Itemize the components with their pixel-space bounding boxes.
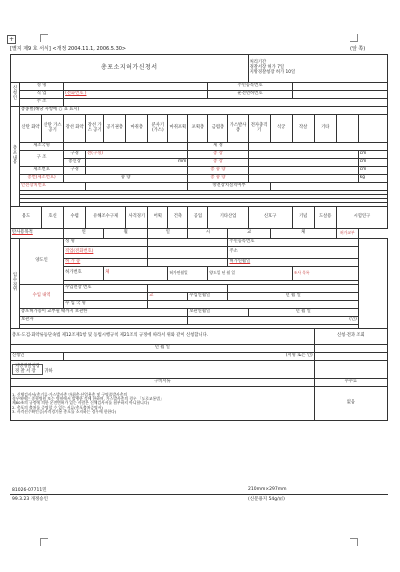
form-title: 총포소지허가신청서 bbox=[11, 55, 249, 83]
gun-type-10[interactable]: 가스발사총 bbox=[228, 115, 248, 143]
length-label: 총신장 bbox=[64, 159, 86, 167]
country-field[interactable] bbox=[148, 301, 359, 309]
footer-code: 81026-07711민 bbox=[12, 488, 47, 493]
recipient-station: 경 찰 서 장 bbox=[15, 368, 36, 374]
statement-text: 총포·도검·화약류등단속법 제12조제1항 및 동법시행규칙 제21조의 규정에 따라서 위와 같이 신청합니다. bbox=[11, 329, 315, 345]
model-label: 제조국명 bbox=[20, 143, 64, 151]
transferor-name-field[interactable] bbox=[148, 239, 228, 247]
sale-date-value: 년 월 일 bbox=[228, 293, 358, 301]
recipient-provincial: 지방경찰청장 bbox=[15, 363, 40, 369]
transferor-job-field[interactable] bbox=[148, 247, 228, 259]
total-weight-label: 총 중 량 bbox=[188, 175, 248, 183]
gun-type-12[interactable]: 석궁 bbox=[270, 115, 292, 143]
purpose-3[interactable]: 사격경기 bbox=[126, 207, 148, 229]
gun-type-11[interactable]: 전자충격기 bbox=[248, 115, 270, 143]
keeper-label: 보관자 bbox=[20, 317, 188, 325]
statement-side: 신청·전과 조회 bbox=[314, 329, 387, 345]
applicant-section-label: 신청인 bbox=[11, 83, 20, 107]
country-code: 교 bbox=[148, 293, 188, 301]
purpose-7[interactable]: 기타산업 bbox=[208, 207, 248, 229]
docs-item-1b: 경우에에는 종합병원 또는 병원에서 발행한 것에 한하며, 가스발사총의 경우 「도로교통법」 bbox=[12, 395, 164, 401]
table-move-handle-icon[interactable]: + bbox=[8, 36, 15, 43]
barrel-unit: cm bbox=[358, 151, 387, 159]
country-blank bbox=[64, 293, 148, 301]
corner-mark-bottom-right bbox=[350, 538, 358, 546]
length-unit: mm bbox=[86, 159, 188, 167]
gun-type-9[interactable]: 금렵총 bbox=[208, 115, 228, 143]
rrn-field[interactable] bbox=[292, 83, 387, 91]
transfer-section-label: 입수경위 bbox=[11, 239, 20, 329]
purpose-8[interactable]: 신호구 bbox=[248, 207, 292, 229]
purpose-label: 용도 bbox=[11, 207, 42, 229]
caliber-label: 구경 bbox=[64, 151, 86, 159]
license-field[interactable] bbox=[292, 91, 387, 99]
license-num-mark: 체 bbox=[104, 267, 168, 281]
safety-label: 안전장치번호 bbox=[20, 183, 86, 191]
form-number: [별지 제9 호 서식] <개정 2004.11.1, 2006.5.30> bbox=[10, 46, 127, 52]
storage-place-label: 총포허가증이 교부될 때까지 보관한 bbox=[20, 309, 188, 317]
statement-side-blank-2 bbox=[314, 353, 387, 361]
gun-type-5[interactable]: 마취총 bbox=[126, 115, 148, 143]
address-field[interactable] bbox=[64, 99, 388, 107]
gun-kind-label: 총종별(해당 사항에 ○ 표 표시) bbox=[20, 107, 388, 115]
corner-mark-top-right bbox=[350, 34, 358, 42]
purpose-9[interactable]: 기념 bbox=[292, 207, 314, 229]
weight2-label: 중 량 bbox=[64, 175, 188, 183]
purpose-0[interactable]: 호신 bbox=[42, 207, 64, 229]
model-field[interactable] bbox=[64, 143, 188, 151]
name-field[interactable] bbox=[64, 83, 208, 91]
docs-item-3: 3. 사격선수확인증(사격경기용 총포를 소지하는 경우에 한한다) bbox=[12, 409, 117, 415]
total-length-field[interactable] bbox=[248, 159, 358, 167]
docs-label: 구비서류 bbox=[11, 379, 315, 387]
recipient-suffix: 귀하 bbox=[44, 368, 53, 374]
name-label: 성 명 bbox=[20, 83, 64, 91]
address-label: 주 소 bbox=[20, 99, 64, 107]
storage-date-label: 보관연월일 bbox=[188, 309, 248, 317]
transferor-lic-label: 허 가 증 bbox=[64, 259, 148, 267]
license-num-label: 허가번호 bbox=[64, 267, 104, 281]
history-col-day: 일 bbox=[148, 229, 188, 239]
sale-no-field[interactable] bbox=[148, 285, 228, 293]
processing-police-station: 경찰서장 허가 7일 bbox=[249, 65, 285, 71]
gun-section-label: 총포내용 bbox=[11, 107, 20, 207]
body-label: 총번(제조번호) bbox=[20, 175, 64, 183]
purpose-5[interactable]: 건축 bbox=[168, 207, 188, 229]
purpose-4[interactable]: 어획 bbox=[148, 207, 168, 229]
transfer-date-value: 년 월 일 bbox=[221, 270, 236, 276]
processing-period bbox=[248, 55, 387, 83]
processing-label: 처리기간 bbox=[249, 60, 267, 66]
transfer-date bbox=[208, 267, 292, 281]
sale-no-field-2[interactable] bbox=[228, 285, 358, 293]
history-col-month: 월 bbox=[104, 229, 148, 239]
transferor-rrn-label: 주민등록번호 bbox=[228, 239, 358, 247]
gun-type-8[interactable]: 포획총 bbox=[188, 115, 208, 143]
history-label: 탄사용목적 bbox=[11, 229, 64, 239]
barrel-field[interactable] bbox=[248, 151, 358, 159]
perm-issue-label: 허가교부 bbox=[336, 229, 358, 239]
docs-list bbox=[11, 387, 315, 421]
statement-side-blank bbox=[314, 345, 387, 353]
statement-sign[interactable]: (서명 또는 인) bbox=[64, 353, 315, 361]
purpose-11[interactable]: 시험연구 bbox=[336, 207, 387, 229]
gun-type-2[interactable]: 강선 화약 bbox=[64, 115, 86, 143]
docs-item-2: 2. 총포의 출처를 증명할 수 있는 서류(총포출처증명서) bbox=[12, 404, 103, 410]
dist-label: 방전장치설치여부 bbox=[188, 183, 270, 191]
transferor-job-label: 직업(전화번호) bbox=[64, 247, 148, 259]
safety-field[interactable] bbox=[86, 183, 188, 191]
side-blank bbox=[358, 239, 387, 329]
docs-item-1c: 제80조의 규정에 의한 운전면허가 있는 사람은 신체검사서를 첨부하지 아니합니다) bbox=[12, 400, 150, 406]
sale-date-label: 수입연월일 bbox=[188, 293, 228, 301]
weight-field[interactable] bbox=[248, 167, 358, 175]
weight-label: 총 중 량 bbox=[188, 167, 248, 175]
total-length-unit: cm bbox=[358, 159, 387, 167]
gun-type-4[interactable]: 공기권총 bbox=[104, 115, 126, 143]
gun-type-13[interactable]: 작살 bbox=[292, 115, 314, 143]
transferor-lic-field[interactable] bbox=[148, 259, 228, 267]
footer-line bbox=[10, 494, 388, 495]
statement-side-blank-3 bbox=[314, 361, 387, 379]
history-col-change: 체 bbox=[270, 229, 336, 239]
transferor-addr-label: 주소 bbox=[228, 247, 358, 259]
gun-type-blank-2[interactable] bbox=[358, 115, 387, 143]
gun-type-7[interactable]: 마취포획 bbox=[168, 115, 188, 143]
gun-type-6[interactable]: 분사기(가스) bbox=[148, 115, 168, 143]
transfer-date-label: 양도일 bbox=[209, 270, 221, 276]
history-col-year: 연 bbox=[64, 229, 104, 239]
total-length-label: 총 장 bbox=[188, 159, 248, 167]
perm-date-label: 허가연월일 bbox=[168, 267, 208, 281]
country-label: 수 입 국 명 bbox=[64, 301, 148, 309]
model2-label: 제 정 bbox=[188, 143, 248, 151]
purpose-10[interactable]: 도살용 bbox=[314, 207, 336, 229]
structure-label: 구 조 bbox=[20, 151, 64, 167]
processing-provincial: 지방경찰청장 허가 10일 bbox=[249, 69, 296, 75]
gun-type-blank[interactable] bbox=[336, 115, 358, 143]
corner-mark-top-left bbox=[40, 34, 48, 42]
fee-label: 수수료 bbox=[314, 379, 387, 387]
dist-field[interactable] bbox=[270, 183, 387, 191]
history-col-swap: 교 bbox=[228, 229, 270, 239]
job-label: 직 업 bbox=[20, 91, 64, 99]
model2-field[interactable] bbox=[248, 143, 387, 151]
rrn-label: 주민등록번호 bbox=[208, 83, 292, 91]
transferor-label: 양도인 bbox=[20, 239, 64, 285]
transferor-lic-detail: 허가연월일 bbox=[228, 259, 358, 267]
fee-value: 없음 bbox=[314, 387, 387, 421]
application-form bbox=[10, 54, 388, 421]
recipient bbox=[11, 361, 315, 379]
history-col-time: 시 bbox=[188, 229, 228, 239]
statement-applicant-label: 신청인 bbox=[11, 353, 64, 361]
storage-date-value: 년 월 일 bbox=[248, 309, 358, 317]
gun-type-14[interactable]: 기타 bbox=[314, 115, 336, 143]
total-weight-field[interactable] bbox=[248, 175, 358, 183]
mfg-label: 제조번호 bbox=[20, 167, 64, 175]
purpose-6[interactable]: 공업 bbox=[188, 207, 208, 229]
purpose-1[interactable]: 수렵 bbox=[64, 207, 86, 229]
survey-mark: 조사 목록 bbox=[292, 267, 358, 281]
spring-label[interactable]: 전(구경) bbox=[86, 151, 188, 159]
sale-no-label: 수입면장 번호 bbox=[64, 285, 148, 293]
gun-type-0[interactable]: 산탄 화약 bbox=[20, 115, 42, 143]
corner-mark-bottom-left bbox=[40, 538, 48, 546]
import-label: 수입 내역 bbox=[20, 285, 64, 309]
caliber-label-2: 구경 bbox=[64, 167, 86, 175]
license-label: 운전면허번호 bbox=[208, 91, 292, 99]
gun-type-1[interactable]: 산탄 가스 공기 bbox=[42, 115, 64, 143]
footer-size: 210mm×297mm bbox=[248, 487, 287, 492]
weight-unit: cm bbox=[358, 167, 387, 175]
job-field[interactable]: (전화번호 ) bbox=[64, 91, 208, 99]
barrel-label: 총 장 bbox=[188, 151, 248, 159]
transferor-name-label: 성 명 bbox=[64, 239, 148, 247]
mfg-field[interactable] bbox=[86, 167, 188, 175]
purpose-2[interactable]: 유해조수구제 bbox=[86, 207, 126, 229]
keeper-sign: (인) bbox=[188, 317, 358, 325]
page-side: (앞 쪽) bbox=[350, 46, 366, 52]
statement-date: 년 월 일 bbox=[11, 345, 315, 353]
total-weight-unit: kg bbox=[358, 175, 387, 183]
footer-paper: (신문용지 54g/㎡) bbox=[248, 497, 285, 502]
docs-item-1: 1. 신체검사서(총기류·가스발사총 마취총·산업용총 및 구명줄발사총의 bbox=[12, 391, 128, 397]
gun-type-3[interactable]: 강선 가스 공기 bbox=[86, 115, 104, 143]
recipient-bracket bbox=[12, 364, 43, 376]
footer-date: 99.3.23 개정승인 bbox=[12, 497, 48, 502]
